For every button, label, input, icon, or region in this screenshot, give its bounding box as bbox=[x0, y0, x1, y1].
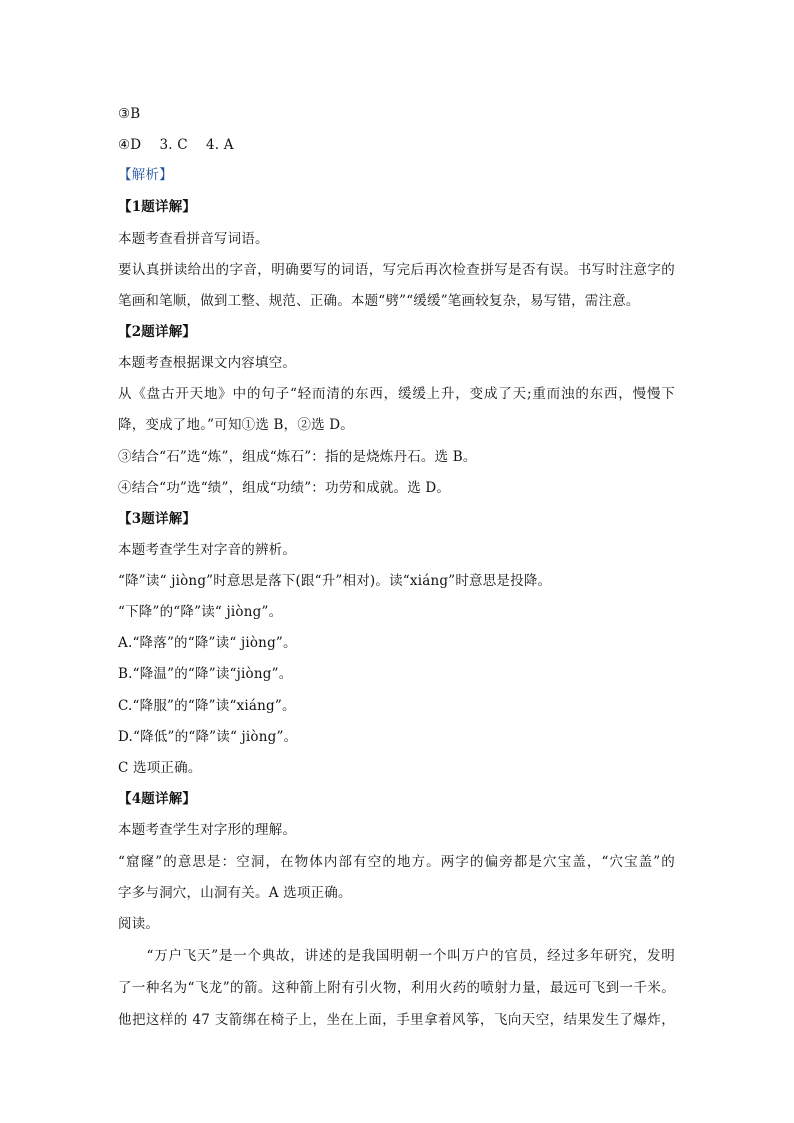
q3-option-a: A.“降落”的“降”读“ jiòng”。 bbox=[118, 635, 297, 651]
reading-heading: 阅读。 bbox=[118, 916, 160, 932]
q2-line-4: ③结合“石”选“炼”，组成“炼石”：指的是烧炼丹石。选 B。 bbox=[118, 449, 477, 465]
q3-heading: 【3题详解】 bbox=[118, 511, 197, 527]
q3-conclusion: C 选项正确。 bbox=[118, 760, 202, 776]
q3-option-c: C.“降服”的“降”读“xiáng”。 bbox=[118, 698, 296, 714]
q1-heading: 【1题详解】 bbox=[118, 199, 197, 215]
q2-line-2: 从《盘古开天地》中的句子“轻而清的东西，缓缓上升，变成了天;重而浊的东西，慢慢下 bbox=[118, 386, 675, 402]
q4-line-1: 本题考查学生对字形的理解。 bbox=[118, 822, 297, 838]
q1-line-3: 笔画和笔顺，做到工整、规范、正确。本题“劈”“缓缓”笔画较复杂，易写错，需注意。 bbox=[118, 293, 640, 309]
q4-heading: 【4题详解】 bbox=[118, 791, 197, 807]
q4-line-3: 字多与洞穴，山洞有关。A 选项正确。 bbox=[118, 885, 352, 901]
q3-line-2: “降”读“ jiòng”时意思是落下(跟“升”相对)。读“xiáng”时意思是投降。 bbox=[118, 573, 552, 589]
q2-line-1: 本题考查根据课文内容填空。 bbox=[118, 355, 297, 371]
q3-line-3: “下降”的“降”读“ jiòng”。 bbox=[118, 604, 283, 620]
answer-line-4: ④D 3. C 4. A bbox=[118, 137, 234, 153]
q2-line-5: ④结合“功”选“绩”，组成“功绩”：功劳和成就。选 D。 bbox=[118, 480, 451, 496]
q2-line-3: 降，变成了地。”可知①选 B，②选 D。 bbox=[118, 417, 354, 433]
q3-option-d: D.“降低”的“降”读“ jiòng”。 bbox=[118, 729, 298, 745]
q1-line-1: 本题考查看拼音写词语。 bbox=[118, 231, 269, 247]
reading-line-2: 了一种名为“飞龙”的箭。这种箭上附有引火物，利用火药的喷射力量，最远可飞到一千米。 bbox=[118, 980, 675, 996]
q3-option-b: B.“降温”的“降”读“jiòng”。 bbox=[118, 666, 293, 682]
q1-line-2: 要认真拼读给出的字音，明确要写的词语，写完后再次检查拼写是否有误。书写时注意字的 bbox=[118, 262, 675, 278]
section-jiexi-heading: 【解析】 bbox=[118, 167, 173, 183]
q4-line-2: “窟窿”的意思是：空洞，在物体内部有空的地方。两字的偏旁都是穴宝盖，“穴宝盖”的 bbox=[118, 854, 675, 870]
reading-line-1: “万户飞天”是一个典故，讲述的是我国明朝一个叫万户的官员，经过多年研究，发明 bbox=[118, 948, 675, 964]
answer-line-3: ③B bbox=[118, 106, 141, 122]
reading-line-3: 他把这样的 47 支箭绑在椅子上，坐在上面，手里拿着风筝，飞向天空，结果发生了爆炸， bbox=[118, 1012, 675, 1028]
q2-heading: 【2题详解】 bbox=[118, 324, 197, 340]
q3-line-1: 本题考查学生对字音的辨析。 bbox=[118, 542, 297, 558]
